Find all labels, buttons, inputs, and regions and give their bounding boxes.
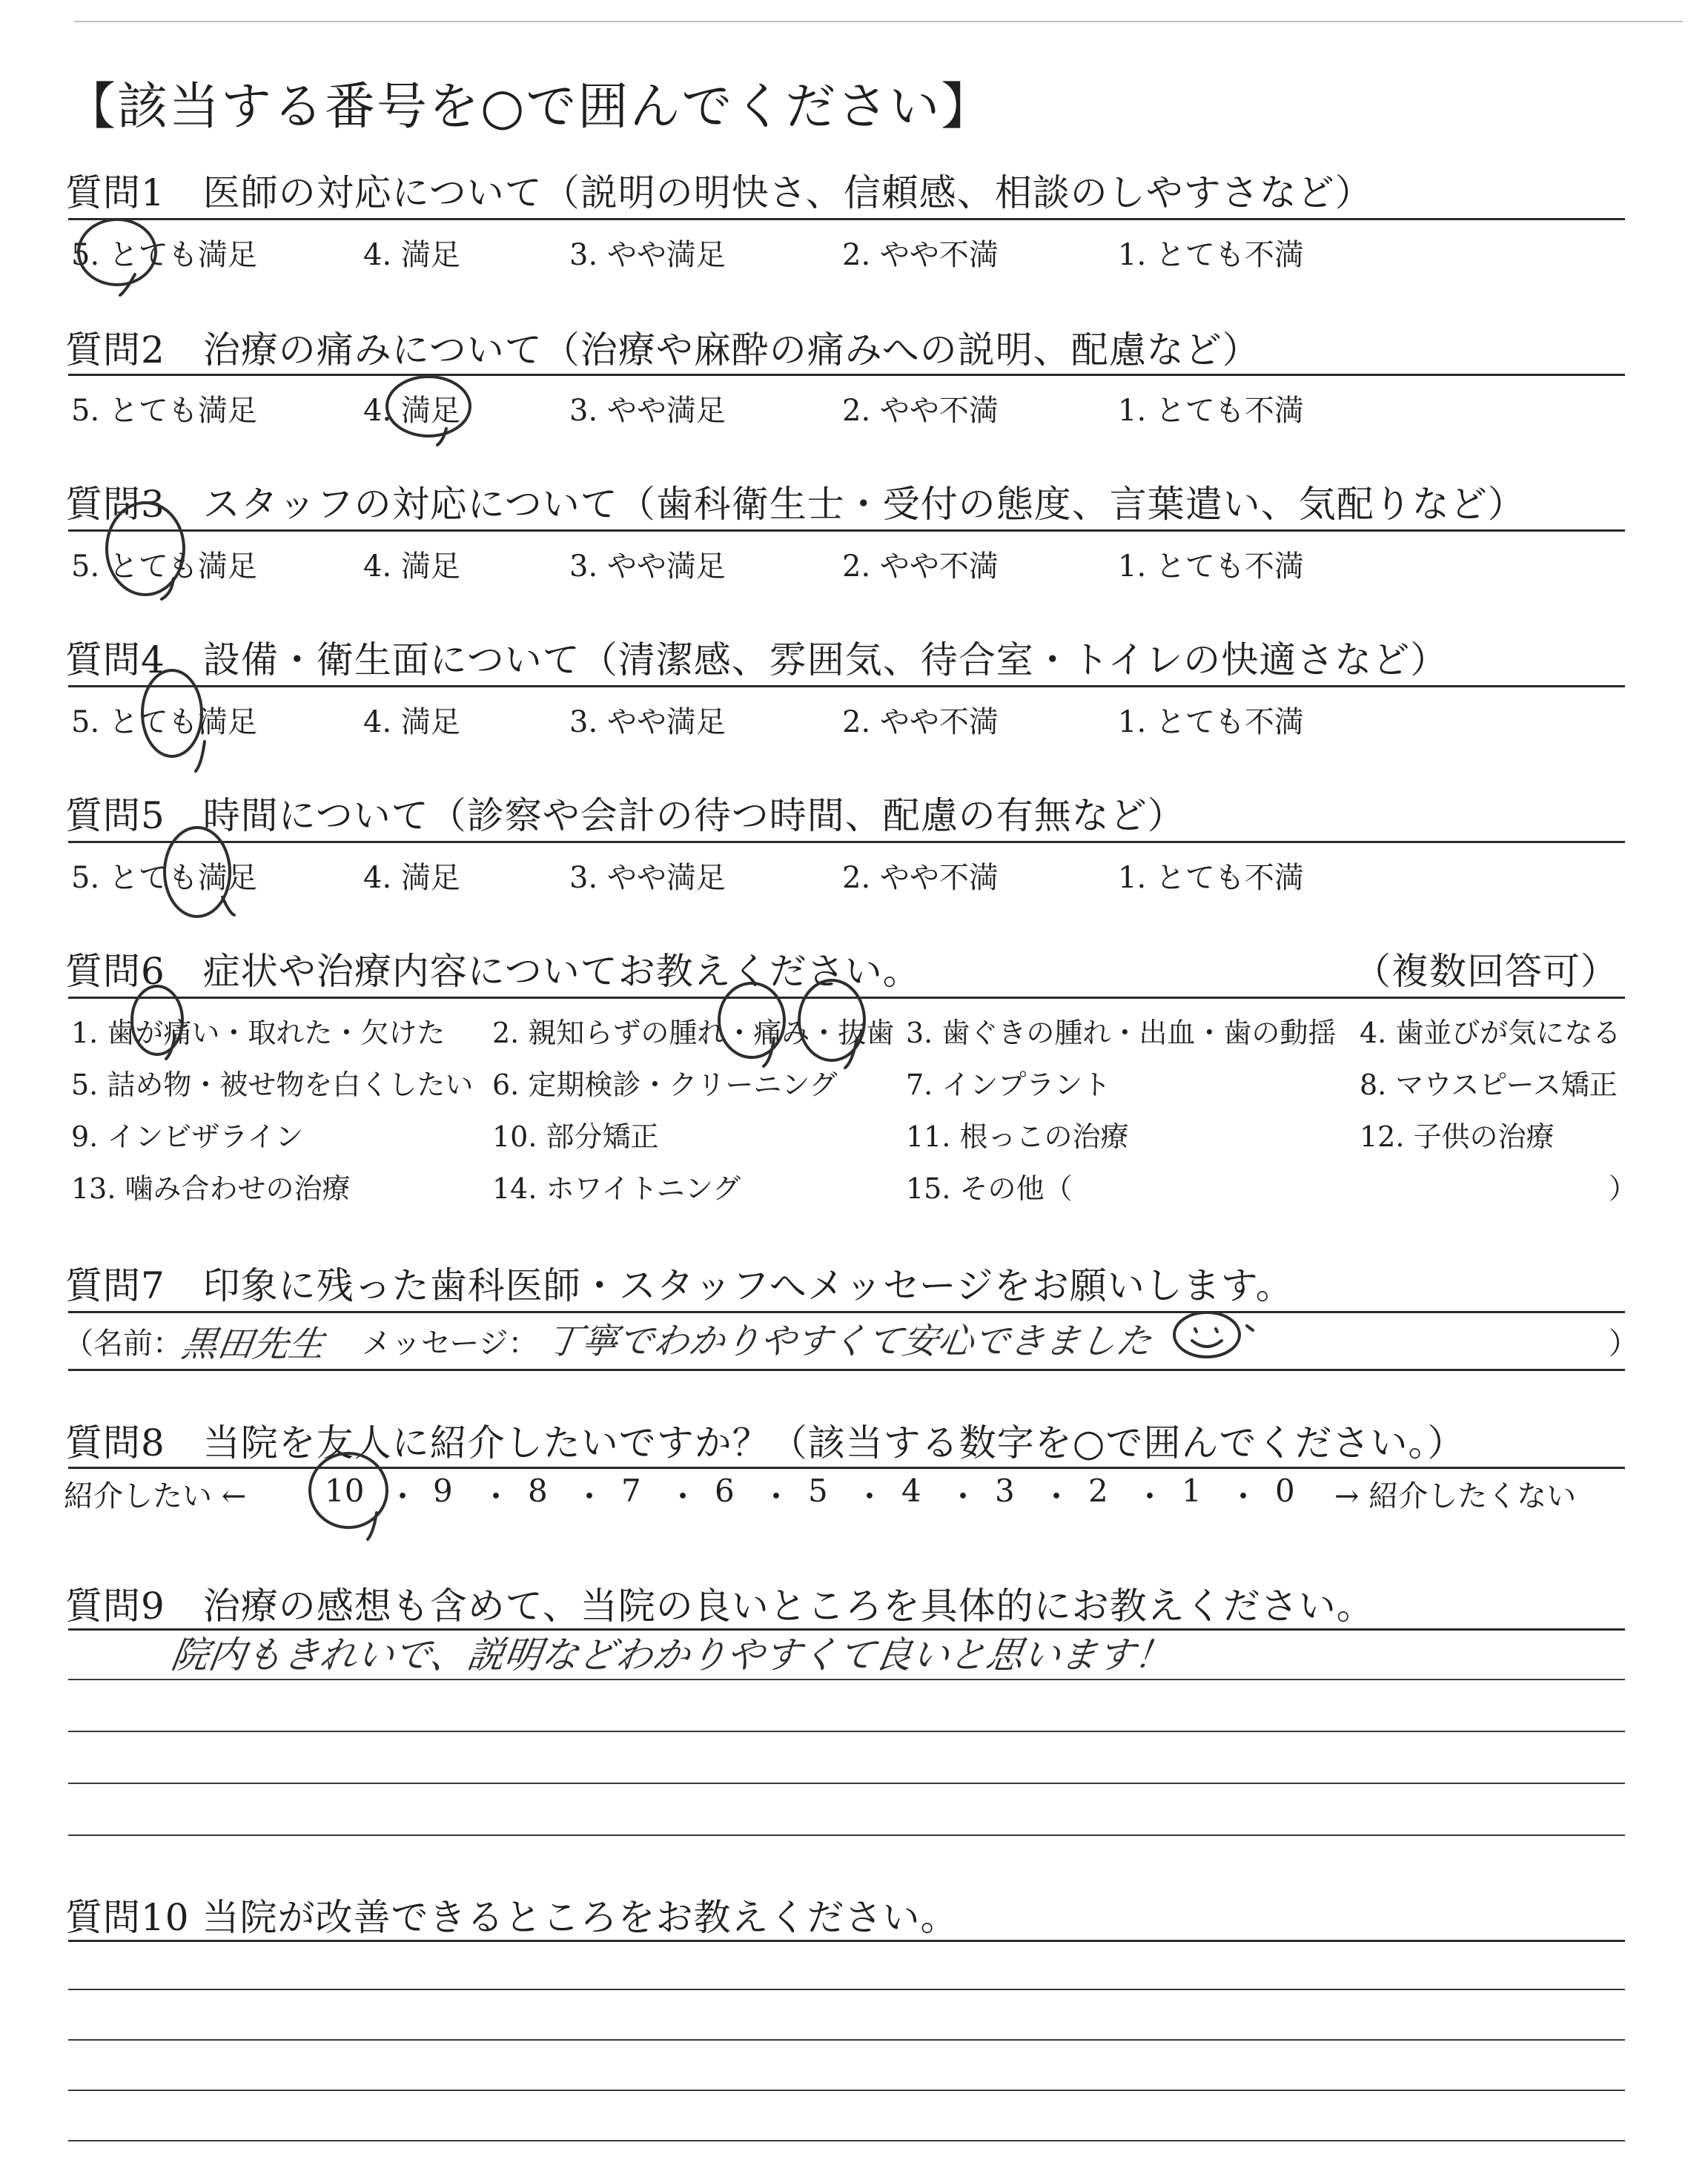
q8-separator: ・ — [1228, 1479, 1260, 1515]
q7-message-value[interactable]: 丁寧でわかりやすくて安心できました — [543, 1321, 1155, 1362]
q7-close-paren: ） — [1609, 1327, 1638, 1361]
q2-option-2[interactable]: 2. やや不満 — [842, 394, 999, 428]
q4-option-4[interactable]: 4. 満足 — [363, 705, 460, 739]
q1-rule — [68, 218, 1625, 220]
q7-smiley-icon — [1174, 1312, 1253, 1357]
q10-write-line[interactable] — [68, 2039, 1625, 2041]
q8-left-label: 紹介したい ← — [64, 1479, 247, 1513]
q8-option-2[interactable]: 2 — [1088, 1473, 1108, 1509]
q7-name-value[interactable]: 黒田先生 — [179, 1324, 328, 1365]
q5-option-5[interactable]: 5. とても満足 — [71, 861, 257, 895]
q2-option-5[interactable]: 5. とても満足 — [71, 394, 257, 428]
q9-answer[interactable]: 院内もきれいで、説明などわかりやすくて良いと思います！ — [168, 1634, 1175, 1677]
q8-option-8[interactable]: 8 — [528, 1473, 548, 1509]
q7-title: 質問7 印象に残った歯科医師・スタッフへメッセージをお願いします。 — [65, 1264, 1294, 1307]
q3-title: 質問3 スタッフの対応について（歯科衛生士・受付の態度、言葉遣い、気配りなど） — [65, 483, 1526, 526]
q3-option-1[interactable]: 1. とても不満 — [1118, 549, 1304, 584]
q8-rule — [68, 1467, 1625, 1469]
q4-option-1[interactable]: 1. とても不満 — [1118, 705, 1304, 739]
q3-option-2[interactable]: 2. やや不満 — [842, 549, 999, 584]
top-rule — [74, 21, 1683, 22]
q9-write-line — [68, 1731, 1625, 1732]
q8-separator: ・ — [1041, 1479, 1073, 1515]
q8-option-7[interactable]: 7 — [621, 1473, 641, 1509]
q2-option-3[interactable]: 3. やや満足 — [569, 394, 726, 428]
q4-option-5[interactable]: 5. とても満足 — [71, 705, 257, 739]
q6-option-14[interactable]: 14. ホワイトニング — [492, 1172, 741, 1205]
q10-write-line[interactable] — [68, 1989, 1625, 1990]
q6-option-7[interactable]: 7. インプラント — [906, 1069, 1111, 1101]
q10-title: 質問10 当院が改善できるところをお教えください。 — [65, 1896, 959, 1939]
q1-option-4[interactable]: 4. 満足 — [363, 238, 460, 272]
q4-option-3[interactable]: 3. やや満足 — [569, 705, 726, 739]
q8-separator: ・ — [387, 1479, 419, 1515]
q6-option-2[interactable]: 2. 親知らずの腫れ・痛み・抜歯 — [492, 1017, 895, 1049]
q8-option-3[interactable]: 3 — [995, 1473, 1015, 1509]
q6-note: （複数回答可） — [1354, 950, 1618, 993]
q2-title: 質問2 治療の痛みについて（治療や麻酔の痛みへの説明、配慮など） — [65, 328, 1260, 371]
q6-option-9[interactable]: 9. インビザライン — [71, 1120, 304, 1153]
q8-title: 質問8 当院を友人に紹介したいですか？（該当する数字を○で囲んでください。） — [65, 1421, 1466, 1464]
q8-separator: ・ — [667, 1479, 699, 1515]
q6-option-13[interactable]: 13. 噛み合わせの治療 — [71, 1172, 351, 1205]
q10-write-line[interactable] — [68, 2090, 1625, 2091]
q6-option-15[interactable]: 15. その他（ — [906, 1172, 1073, 1205]
q8-option-5[interactable]: 5 — [808, 1473, 828, 1509]
q6-option-1[interactable]: 1. 歯が痛い・取れた・欠けた — [71, 1017, 446, 1049]
q8-option-10[interactable]: 10 — [325, 1473, 365, 1509]
q2-option-4[interactable]: 4. 満足 — [363, 394, 460, 428]
q2-rule — [68, 374, 1625, 376]
q4-title: 質問4 設備・衛生面について（清潔感、雰囲気、待合室・トイレの快適さなど） — [65, 638, 1449, 681]
q6-option-15-close: ） — [1609, 1172, 1638, 1205]
q3-option-5[interactable]: 5. とても満足 — [71, 549, 257, 584]
q6-option-4[interactable]: 4. 歯並びが気になる — [1360, 1017, 1621, 1049]
q8-option-9[interactable]: 9 — [433, 1473, 453, 1509]
q8-separator: ・ — [947, 1479, 979, 1515]
q6-option-11[interactable]: 11. 根っこの治療 — [906, 1120, 1129, 1153]
q2-option-1[interactable]: 1. とても不満 — [1118, 394, 1304, 428]
q7-name-label: （名前： — [64, 1327, 182, 1361]
q8-option-0[interactable]: 0 — [1275, 1473, 1295, 1509]
q1-option-2[interactable]: 2. やや不満 — [842, 238, 999, 272]
q9-title: 質問9 治療の感想も含めて、当院の良いところを具体的にお教えください。 — [65, 1585, 1374, 1628]
q8-option-1[interactable]: 1 — [1182, 1473, 1202, 1509]
q3-rule — [68, 529, 1625, 532]
q6-option-6[interactable]: 6. 定期検診・クリーニング — [492, 1069, 838, 1101]
q6-option-3[interactable]: 3. 歯ぐきの腫れ・出血・歯の動揺 — [906, 1017, 1337, 1049]
q5-option-3[interactable]: 3. やや満足 — [569, 861, 726, 895]
q9-write-line — [68, 1679, 1625, 1680]
q6-option-5[interactable]: 5. 詰め物・被せ物を白くしたい — [71, 1069, 474, 1101]
q9-write-line — [68, 1834, 1625, 1836]
q8-separator: ・ — [574, 1479, 606, 1515]
q8-option-6[interactable]: 6 — [715, 1473, 735, 1509]
q1-option-5[interactable]: 5. とても満足 — [71, 238, 257, 272]
q4-option-2[interactable]: 2. やや不満 — [842, 705, 999, 739]
q3-option-4[interactable]: 4. 満足 — [363, 549, 460, 584]
q7-bottom-rule — [68, 1369, 1625, 1371]
q5-option-1[interactable]: 1. とても不満 — [1118, 861, 1304, 895]
q5-option-2[interactable]: 2. やや不満 — [842, 861, 999, 895]
q5-rule — [68, 841, 1625, 843]
q8-option-4[interactable]: 4 — [901, 1473, 921, 1509]
q4-rule — [68, 685, 1625, 687]
q1-title: 質問1 医師の対応について（説明の明快さ、信頼感、相談のしやすさなど） — [65, 171, 1373, 214]
q6-title: 質問6 症状や治療内容についてお教えください。 — [65, 950, 921, 993]
q8-separator: ・ — [480, 1479, 512, 1515]
q1-option-1[interactable]: 1. とても不満 — [1118, 238, 1304, 272]
q9-write-line — [68, 1783, 1625, 1784]
q8-separator: ・ — [1134, 1479, 1166, 1515]
q1-option-3[interactable]: 3. やや満足 — [569, 238, 726, 272]
q8-right-label: → 紹介したくない — [1334, 1479, 1577, 1513]
q8-separator: ・ — [761, 1479, 792, 1515]
q6-option-10[interactable]: 10. 部分矯正 — [492, 1120, 659, 1153]
q5-option-4[interactable]: 4. 満足 — [363, 861, 460, 895]
q6-rule — [68, 997, 1625, 999]
q10-write-line[interactable] — [68, 2140, 1625, 2141]
q5-title: 質問5 時間について（診察や会計の待つ時間、配慮の有無など） — [65, 794, 1185, 837]
q6-option-8[interactable]: 8. マウスピース矯正 — [1360, 1069, 1618, 1101]
q3-option-3[interactable]: 3. やや満足 — [569, 549, 726, 584]
q10-rule — [68, 1940, 1625, 1942]
q7-message-label: メッセージ： — [362, 1327, 538, 1361]
page-title: 【該当する番号を○で囲んでください】 — [65, 78, 993, 136]
q8-separator: ・ — [854, 1479, 886, 1515]
q6-option-12[interactable]: 12. 子供の治療 — [1360, 1120, 1555, 1153]
